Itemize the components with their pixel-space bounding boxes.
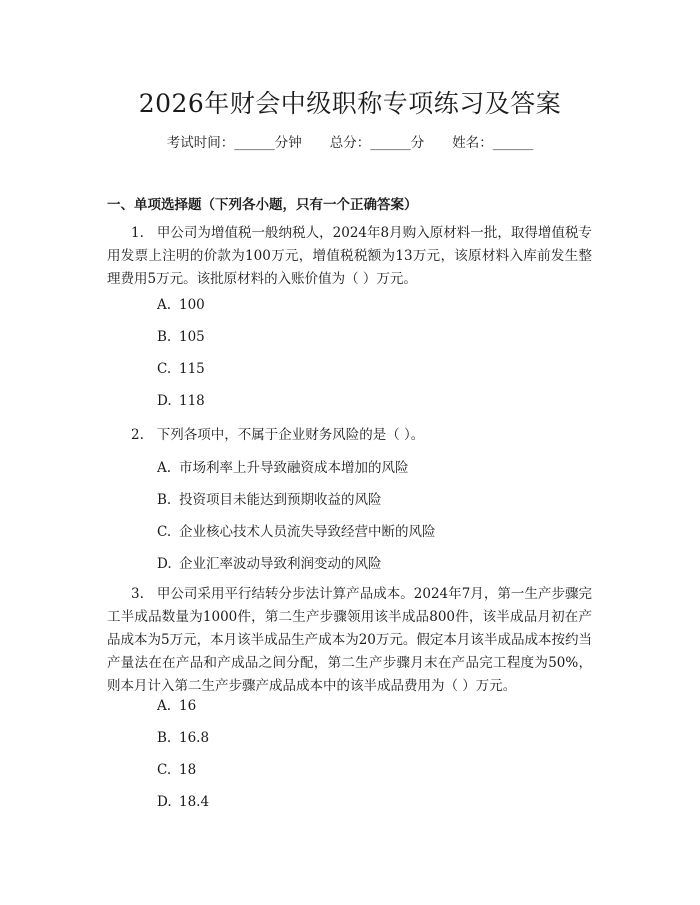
question-2-option-b[interactable] bbox=[157, 488, 382, 508]
option-letter: D. bbox=[157, 556, 172, 572]
option-text: 105 bbox=[179, 329, 205, 345]
option-text: 企业汇率波动导致利润变动的风险 bbox=[179, 556, 382, 572]
question-1-option-b[interactable] bbox=[157, 329, 205, 345]
option-text: 100 bbox=[179, 297, 205, 313]
option-text: 115 bbox=[179, 361, 205, 377]
question-3 bbox=[107, 583, 592, 698]
option-letter: D. bbox=[157, 794, 172, 810]
question-3-option-c[interactable] bbox=[157, 762, 196, 778]
question-2 bbox=[107, 424, 592, 447]
page-title: 2026年财会中级职称专项练习及答案 bbox=[138, 89, 562, 118]
option-text: 市场利率上升导致融资成本增加的风险 bbox=[179, 460, 409, 476]
question-1-option-d[interactable] bbox=[157, 393, 205, 409]
question-2-option-a[interactable] bbox=[157, 456, 409, 476]
question-number: 3. bbox=[131, 586, 144, 602]
option-letter: C. bbox=[157, 361, 172, 377]
question-text: 甲公司采用平行结转分步法计算产品成本。2024年7月，第一生产步骤完工半成品数量为1000件，第二生产步骤领用该半成品800件，该半成品月初在产品成本为5万元，本月该半成品生产成本为20万元。假定本月该半成品成本按约当产量法在在产品和产成品之间分配，第二生产步骤月末在产品完工程度为50%，则本月计入第二生产步骤产成品成本中的该半成品费用为（ ）万元。 bbox=[107, 586, 592, 694]
option-text: 18 bbox=[179, 762, 197, 778]
question-3-option-a[interactable] bbox=[157, 698, 196, 714]
option-text: 16.8 bbox=[179, 730, 210, 746]
exam-time-field: 考试时间：______分钟 bbox=[166, 135, 302, 151]
question-number: 2. bbox=[131, 427, 144, 443]
student-name-field: 姓名：______ bbox=[452, 135, 534, 151]
option-text: 18.4 bbox=[179, 794, 210, 810]
question-3-option-b[interactable] bbox=[157, 730, 209, 746]
exam-info-line bbox=[0, 131, 700, 151]
option-letter: B. bbox=[157, 730, 172, 746]
question-1 bbox=[107, 222, 592, 291]
option-letter: A. bbox=[157, 297, 172, 313]
question-1-option-a[interactable] bbox=[157, 297, 205, 313]
section-heading: 一、单项选择题（下列各小题，只有一个正确答案） bbox=[107, 197, 418, 213]
question-2-option-d[interactable] bbox=[157, 552, 382, 572]
option-letter: C. bbox=[157, 524, 172, 540]
total-score-field: 总分：______分 bbox=[329, 135, 425, 151]
question-1-option-c[interactable] bbox=[157, 361, 205, 377]
option-text: 16 bbox=[179, 698, 197, 714]
option-letter: A. bbox=[157, 698, 172, 714]
option-letter: B. bbox=[157, 329, 172, 345]
question-2-option-c[interactable] bbox=[157, 520, 436, 540]
question-number: 1. bbox=[131, 225, 144, 241]
option-text: 118 bbox=[179, 393, 205, 409]
question-text: 下列各项中，不属于企业财务风险的是（ ）。 bbox=[156, 427, 425, 443]
option-text: 企业核心技术人员流失导致经营中断的风险 bbox=[179, 524, 436, 540]
option-letter: A. bbox=[157, 460, 172, 476]
question-text: 甲公司为增值税一般纳税人，2024年8月购入原材料一批，取得增值税专用发票上注明的价款为100万元，增值税税额为13万元，该原材料入库前发生整理费用5万元。该批原材料的入账价值为（ ）万元。 bbox=[107, 225, 592, 287]
question-3-option-d[interactable] bbox=[157, 794, 209, 810]
option-letter: C. bbox=[157, 762, 172, 778]
option-letter: D. bbox=[157, 393, 172, 409]
option-letter: B. bbox=[157, 492, 172, 508]
option-text: 投资项目未能达到预期收益的风险 bbox=[179, 492, 382, 508]
